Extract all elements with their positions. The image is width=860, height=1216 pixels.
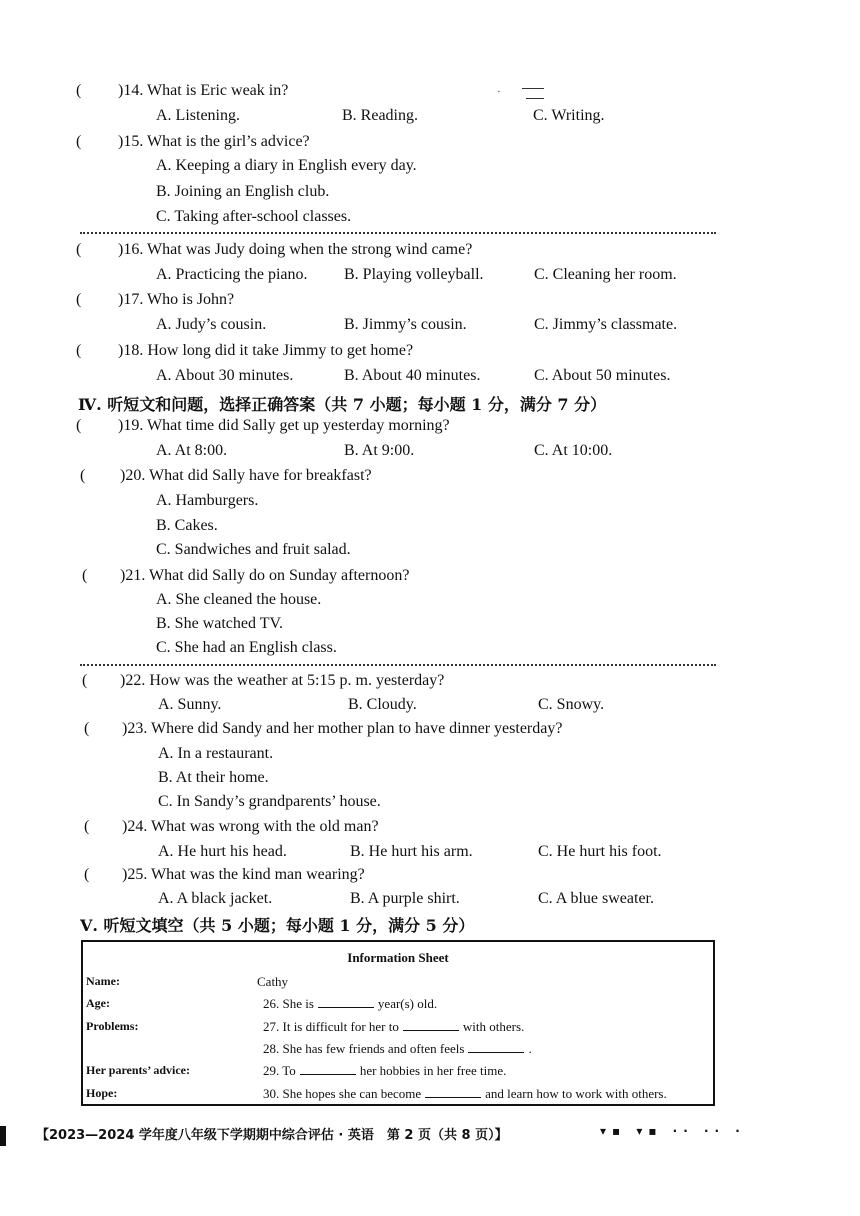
scan-mark: ·	[497, 86, 501, 98]
q-text: What was wrong with the old man?	[151, 818, 379, 835]
option-a: A. Hamburgers.	[156, 492, 259, 509]
q-num: )21.	[120, 567, 146, 584]
q-text: What is the girl’s advice?	[147, 133, 310, 150]
option-b: B. Reading.	[342, 107, 418, 124]
q-text: How was the weather at 5:15 p. m. yesterday?	[149, 672, 445, 689]
option-b: B. Playing volleyball.	[344, 266, 484, 283]
option-c: C. Snowy.	[538, 696, 605, 713]
option-b: B. About 40 minutes.	[344, 367, 481, 384]
blank-28[interactable]	[468, 1042, 524, 1053]
q-num: )23.	[122, 720, 148, 737]
question-17	[118, 291, 234, 309]
q-num: )24.	[122, 818, 148, 835]
item-30	[263, 1086, 667, 1102]
answer-paren: (	[76, 342, 82, 359]
option-b: B. At their home.	[158, 769, 269, 786]
question-21	[120, 567, 409, 585]
name-label: Name:	[86, 974, 120, 988]
option-b: B. Jimmy’s cousin.	[344, 316, 467, 333]
item-26-text-end: year(s) old.	[377, 996, 438, 1011]
blank-29[interactable]	[300, 1064, 356, 1075]
q-text: How long did it take Jimmy to get home?	[147, 342, 414, 359]
scan-mark-line	[522, 88, 544, 89]
option-a: A. In a restaurant.	[158, 745, 274, 762]
scan-mark-line	[526, 98, 544, 99]
answer-paren: (	[76, 291, 82, 308]
option-b: B. A purple shirt.	[350, 890, 460, 907]
answer-paren: (	[76, 417, 82, 434]
option-c: C. Sandwiches and fruit salad.	[156, 541, 351, 558]
answer-paren: (	[76, 133, 82, 150]
advice-label: Her parents’ advice:	[86, 1063, 190, 1077]
item-28	[263, 1041, 532, 1057]
option-b: B. Cloudy.	[348, 696, 417, 713]
question-25	[122, 866, 365, 884]
page-edge-mark	[0, 1126, 6, 1146]
q-num: )20.	[120, 467, 146, 484]
option-c: C. Cleaning her room.	[534, 266, 677, 283]
q-text: Who is John?	[147, 291, 235, 308]
question-19	[118, 417, 450, 435]
option-a: A. A black jacket.	[158, 890, 273, 907]
option-b: B. At 9:00.	[344, 442, 415, 459]
option-c: C. He hurt his foot.	[538, 843, 662, 860]
item-29-text: 29. To	[263, 1063, 296, 1078]
q-text: What was Judy doing when the strong wind came?	[147, 241, 473, 258]
question-23	[122, 720, 562, 738]
option-c: C. Taking after-school classes.	[156, 208, 352, 225]
problems-label: Problems:	[86, 1019, 139, 1033]
dotted-divider	[80, 232, 716, 234]
item-26	[263, 996, 437, 1012]
answer-paren: (	[76, 82, 82, 99]
question-14	[118, 82, 288, 100]
name-value: Cathy	[257, 974, 289, 989]
question-24	[122, 818, 379, 836]
option-b: B. She watched TV.	[156, 615, 283, 632]
q-text: What did Sally have for breakfast?	[149, 467, 372, 484]
item-26-text: 26. She is	[263, 996, 314, 1011]
item-29-text-end: her hobbies in her free time.	[359, 1063, 507, 1078]
q-num: )19.	[118, 417, 144, 434]
option-a: A. Sunny.	[158, 696, 222, 713]
option-b: B. Cakes.	[156, 517, 218, 534]
section-heading-iv: Ⅳ. 听短文和问题，选择正确答案（共 7 小题；每小题 1 分，满分 7 分）	[78, 395, 607, 414]
answer-paren: (	[84, 818, 90, 835]
answer-paren: (	[80, 467, 86, 484]
item-27-text-end: with others.	[462, 1019, 525, 1034]
q-num: )25.	[122, 866, 148, 883]
option-a: A. Listening.	[156, 107, 240, 124]
answer-paren: (	[76, 241, 82, 258]
option-a: A. She cleaned the house.	[156, 591, 322, 608]
option-c: C. In Sandy’s grandparents’ house.	[158, 793, 381, 810]
item-27	[263, 1019, 524, 1035]
question-20	[120, 467, 372, 485]
blank-27[interactable]	[403, 1020, 459, 1031]
q-num: )16.	[118, 241, 144, 258]
answer-paren: (	[82, 567, 88, 584]
information-sheet	[81, 940, 715, 1106]
option-c: C. Writing.	[533, 107, 605, 124]
option-b: B. He hurt his arm.	[350, 843, 473, 860]
q-num: )22.	[120, 672, 146, 689]
option-c: C. At 10:00.	[534, 442, 613, 459]
option-b: B. Joining an English club.	[156, 183, 330, 200]
option-c: C. A blue sweater.	[538, 890, 654, 907]
q-num: )14.	[118, 82, 144, 99]
q-num: )18.	[118, 342, 144, 359]
footer-scan-marks: ▾▪ ▾▪ ·· ·· ·	[600, 1124, 746, 1138]
item-29	[263, 1063, 506, 1079]
q-text: What time did Sally get up yesterday morning?	[147, 417, 450, 434]
age-label: Age:	[86, 996, 110, 1010]
sheet-title: Information Sheet	[347, 950, 449, 965]
option-c: C. She had an English class.	[156, 639, 337, 656]
q-num: )15.	[118, 133, 144, 150]
option-a: A. He hurt his head.	[158, 843, 287, 860]
item-30-text: 30. She hopes she can become	[263, 1086, 422, 1101]
dotted-divider	[80, 664, 716, 666]
q-text: What did Sally do on Sunday afternoon?	[149, 567, 410, 584]
option-a: A. About 30 minutes.	[156, 367, 294, 384]
option-a: A. Practicing the piano.	[156, 266, 308, 283]
item-30-text-end: and learn how to work with others.	[485, 1086, 667, 1101]
option-a: A. Judy’s cousin.	[156, 316, 267, 333]
q-text: Where did Sandy and her mother plan to have dinner yesterday?	[151, 720, 563, 737]
hope-label: Hope:	[86, 1086, 118, 1100]
item-28-text-end: .	[528, 1041, 532, 1056]
item-28-text: 28. She has few friends and often feels	[263, 1041, 465, 1056]
section-heading-v: Ⅴ. 听短文填空（共 5 小题；每小题 1 分，满分 5 分）	[80, 916, 475, 935]
question-18	[118, 342, 413, 360]
blank-26[interactable]	[318, 997, 374, 1008]
q-num: )17.	[118, 291, 144, 308]
option-a: A. At 8:00.	[156, 442, 228, 459]
blank-30[interactable]	[425, 1087, 481, 1098]
option-a: A. Keeping a diary in English every day.	[156, 157, 417, 174]
question-22	[120, 672, 444, 690]
page-footer: 【2023—2024 学年度八年级下学期期中综合评估 · 英语 第 2 页（共 8 页）】	[36, 1128, 508, 1143]
q-text: What is Eric weak in?	[147, 82, 289, 99]
item-27-text: 27. It is difficult for her to	[263, 1019, 399, 1034]
answer-paren: (	[84, 866, 90, 883]
q-text: What was the kind man wearing?	[151, 866, 365, 883]
question-15	[118, 133, 310, 151]
question-16	[118, 241, 472, 259]
option-c: C. Jimmy’s classmate.	[534, 316, 678, 333]
answer-paren: (	[82, 672, 88, 689]
option-c: C. About 50 minutes.	[534, 367, 671, 384]
answer-paren: (	[84, 720, 90, 737]
